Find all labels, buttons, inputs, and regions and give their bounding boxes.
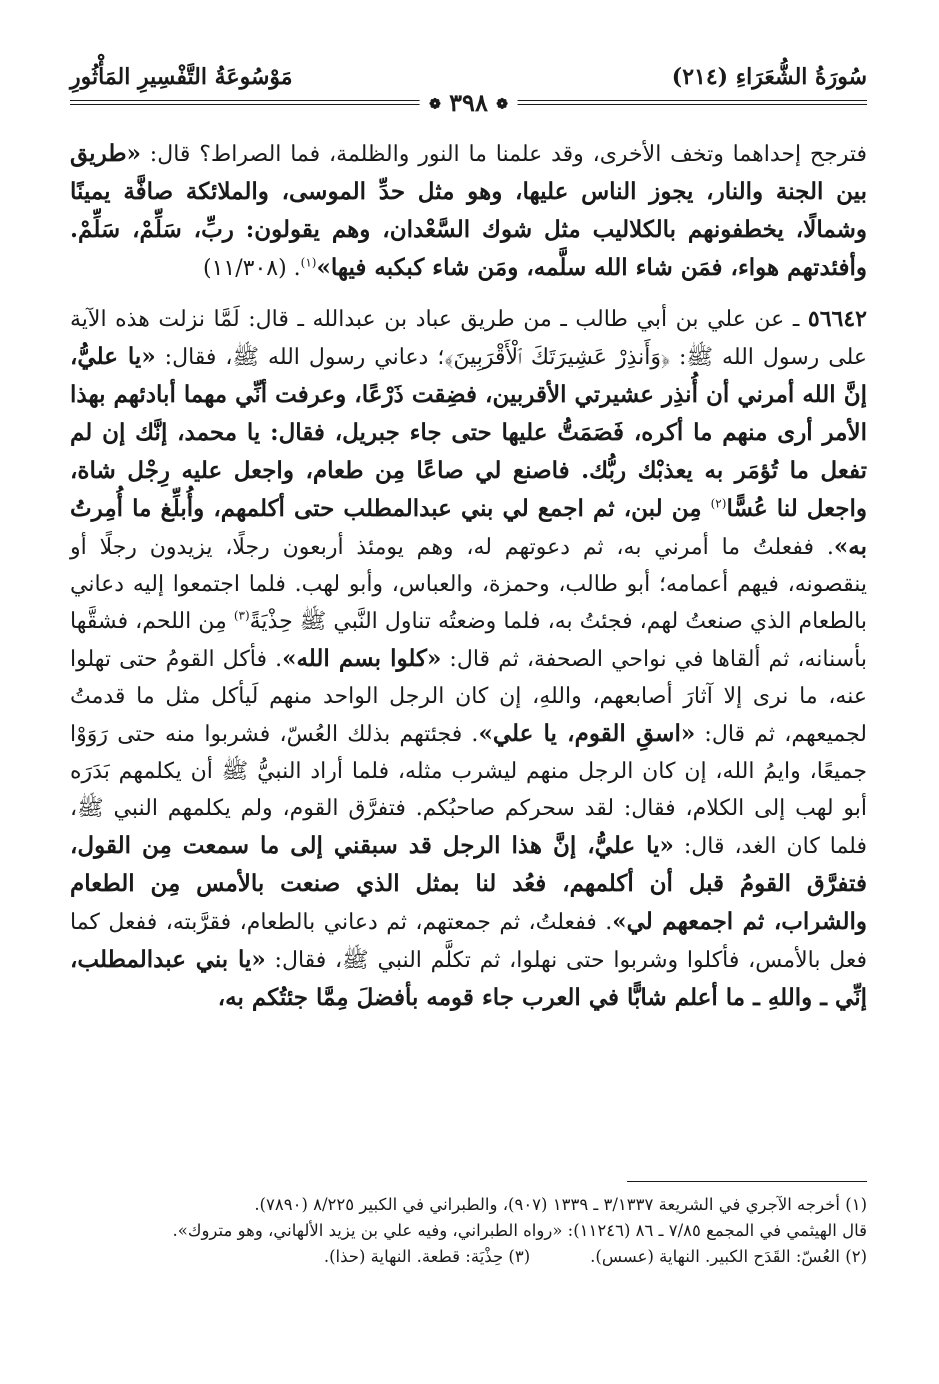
text-segment: مِن اللحم، فشقَّها بأسنانه، ثم ألقاها في نواحي الصحفة، ثم قال:: [70, 609, 867, 672]
text-segment: . فأكل القومُ حتى تهلوا عنه، ما نرى إلا آثارَ أصابعهم، واللهِ، إن كان الرجل الواحد منهم لَيأكل مثل ما قدمتُ لجميعهم، ثم قال:: [70, 647, 868, 747]
hadith-quote: «يا عليُّ، إنَّ هذا الرجل قد سبقني إلى ما سمعت مِن القول، فتفرَّق القومُ قبل أن أكلمهم، فعُد لنا بمثل الذي صنعت بالأمس مِن الطعام والشراب، ثم اجمعهم لي»: [70, 832, 867, 935]
footnote-1: (١) أخرجه الآجري في الشريعة ٣/١٣٣٧ ـ ١٣٣٩ (٩٠٧)، والطبراني في الكبير ٨/٢٢٥ (٧٨٩٠).: [254, 1195, 867, 1214]
narration-number: ٥٦٦٤٢: [807, 306, 867, 332]
footnote-row: [70, 1244, 867, 1270]
text-segment: . فجئتهم بذلك العُسّ، فشربوا منه حتى رَوَوْا جميعًا، وايمُ الله، إن كان الرجل منهم ليشرب مثله، فلما أراد النبيُّ ﷺ أن يكلمهم بَدَرَه أبو لهب إلى الكلام، فقال: لقد سحركم صاحبُكم. فتفرَّق القوم، ولم يكلمهم النبي ﷺ، فلما كان الغد، قال:: [70, 722, 867, 859]
text-segment: . ففعلتُ ما أمرني به، ثم دعوتهم له، وهم يومئذ أربعون رجلًا، يزيدون رجلًا أو ينقصونه، فيهم أعمامه؛ أبو طالب، وحمزة، والعباس، وأبو لهب. فلما اجتمعوا إليه دعاني بالطعام الذي صنعتُ لهم، فجئتُ به، فلما وضعتُه تناول النَّبي ﷺ حِذْيَةً: [70, 535, 867, 634]
text-segment: . ففعلتُ، ثم جمعتهم، ثم دعاني بالطعام، فقرَّبته، ففعل كما فعل بالأمس، فأكلوا وشربوا حتى نهلوا، ثم تكلَّم النبي ﷺ، فقال:: [70, 910, 868, 973]
footnote-marker: (٣): [233, 608, 250, 623]
footnote-2: (٢) العُسّ: القَدَح الكبير. النهاية (عسس).: [590, 1247, 867, 1266]
ornament-icon: ❁: [429, 96, 441, 113]
hadith-quote: «اسقِ القوم، يا علي»: [478, 720, 696, 747]
main-text: [70, 135, 867, 1017]
text-segment: فترجح إحداهما وتخف الأخرى، وقد علمنا ما النور والظلمة، فما الصراط؟ قال:: [140, 142, 867, 167]
page-number: ٣٩٨: [449, 88, 488, 117]
quran-verse: ﴿وَأَنذِرْ عَشِيرَتَكَ ٱلْأَقْرَبِينَ﴾: [444, 345, 671, 370]
hadith-quote: «يا عليُّ، إنَّ الله أمرني أن أُنذِر عشيرتي الأقربين، فضِقت ذَرْعًا، وعرفت أنِّي مهما أبادئهم بهذا الأمر أرى منهم ما أكره، فَصَمَتُّ عليها حتى جاء جبريل، فقال: يا محمد، إنَّك إن لم تفعل ما تُؤمَر به يعذبْك ربُّك. فاصنع لي صاعًا مِن طعام، واجعل عليه رِجْل شاة، واجعل لنا عُسًّا: [70, 343, 868, 522]
page-number-block: [419, 88, 518, 117]
hadith-quote: «طريق بين الجنة والنار، يجوز الناس عليها، وهو مثل حدِّ الموسى، والملائكة صافَّة يمينًا وشمالًا، يخطفونهم بالكلاليب مثل شوك السَّعْدان، وهم يقولون: ربِّ، سَلِّمْ، سَلِّمْ. وأفئدتهم هواء، فمَن شاء الله سلَّمه، ومَن شاء كبكبه فيها»: [70, 140, 867, 281]
hadith-quote: «كلوا بسم الله»: [282, 645, 442, 672]
paragraph-continuation: [70, 135, 867, 287]
hadith-quote: «يا بني عبدالمطلب، إنِّي ـ واللهِ ـ ما أعلم شابًّا في العرب جاء قومه بأفضلَ مِمَّا جئتُكم به،: [70, 946, 867, 1011]
volume-reference: . (١١/٣٠٨): [202, 256, 301, 281]
footnote-separator: [627, 1181, 867, 1182]
text-segment: ـ عن علي بن أبي طالب ـ من طريق عباد بن عبدالله ـ قال: لَمَّا نزلت هذه الآية على رسول الله ﷺ:: [70, 307, 868, 370]
footnote-1-comment: قال الهيثمي في المجمع ٧/٨٥ ـ ٨٦ (١١٢٤٦): «رواه الطبراني، وفيه علي بن يزيد الألهاني، وهو متروك».: [172, 1221, 867, 1240]
surah-title: سُورَةُ الشُّعَرَاءِ (٢١٤): [671, 64, 867, 90]
page-header: [70, 58, 867, 117]
narration-paragraph: [70, 301, 867, 1017]
footnote-marker: (٢): [710, 496, 727, 511]
footnote-marker: (١): [300, 255, 317, 270]
footnote-3: (٣) حِذْيَة: قطعة. النهاية (حذا).: [323, 1247, 531, 1266]
footnotes: [70, 1192, 867, 1270]
text-segment: ؛ دعاني رسول الله ﷺ، فقال:: [155, 345, 445, 370]
hadith-quote: مِن لبن، ثم اجمع لي بني عبدالمطلب حتى أكلمهم، وأُبلِّغ ما أُمِرتُ به»: [70, 495, 867, 560]
ornament-icon: ❁: [496, 96, 508, 113]
book-title: مَوْسُوعَةُ التَّفْسِيرِ المَأْثُورِ: [70, 64, 293, 90]
